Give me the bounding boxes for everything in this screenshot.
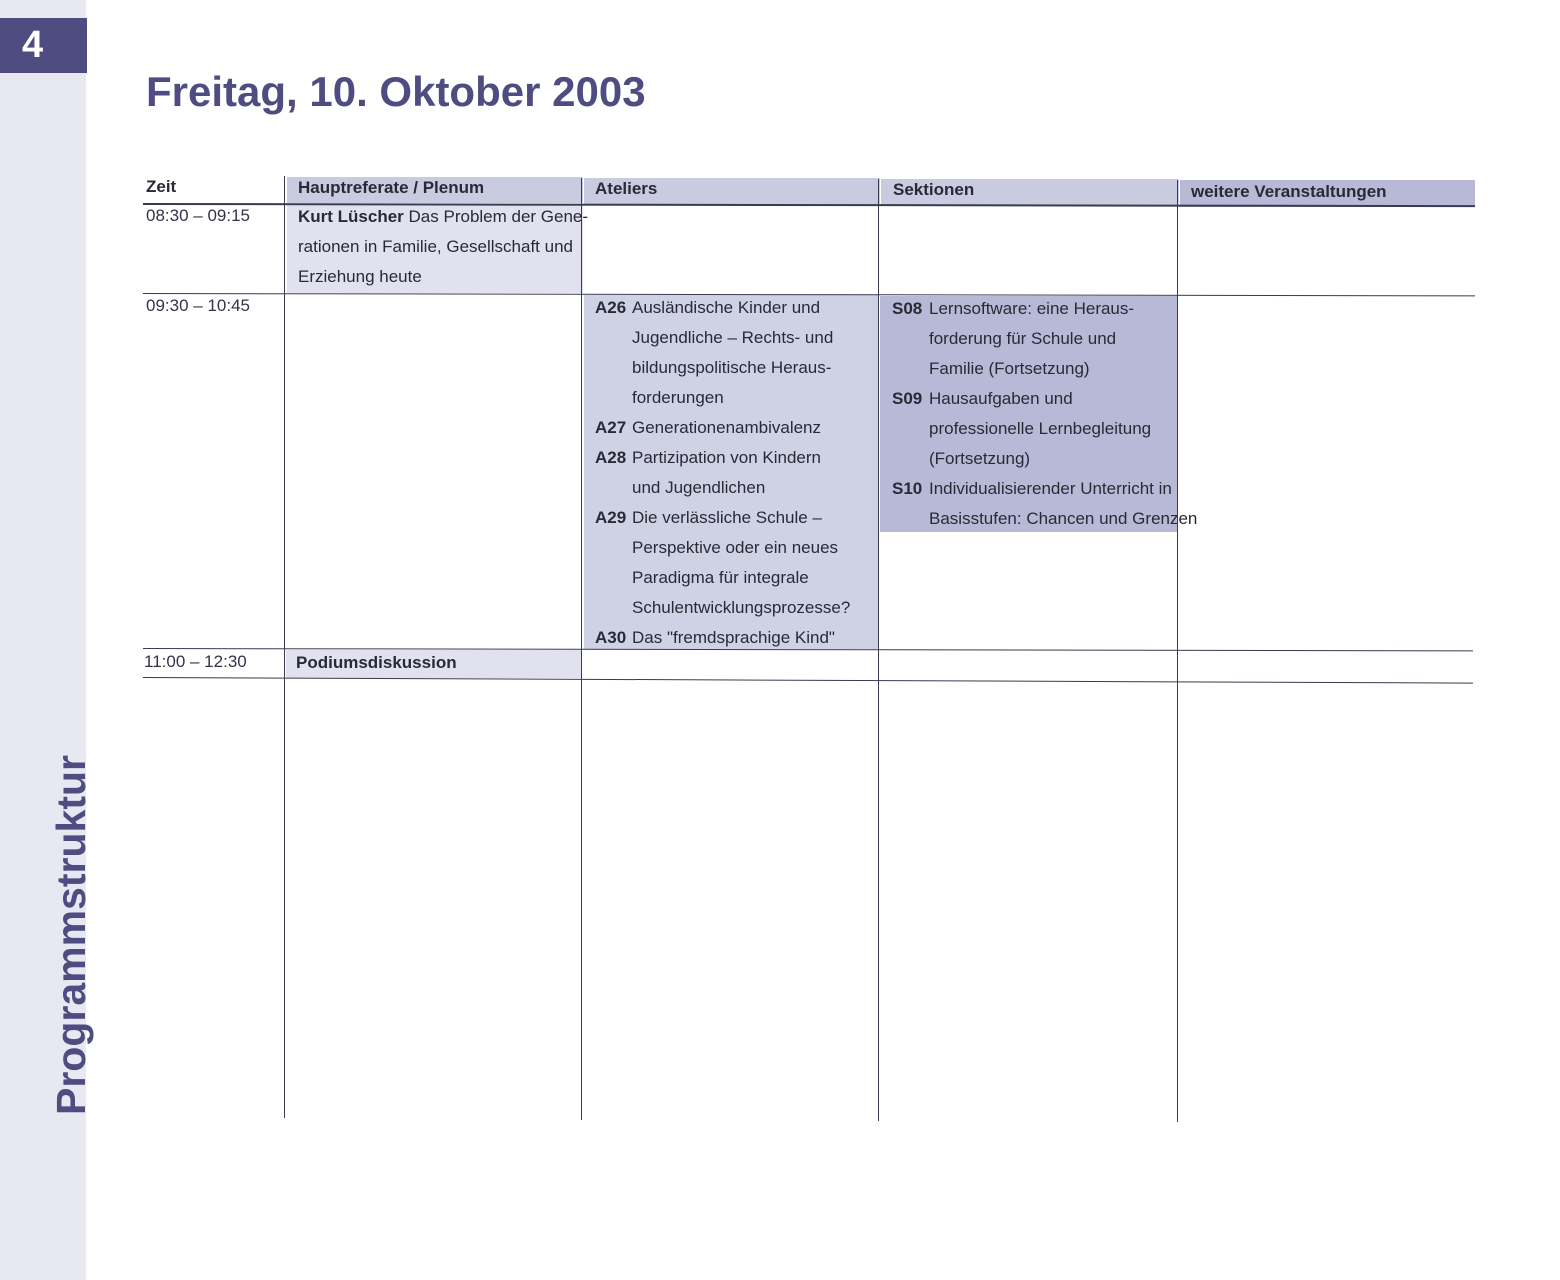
col-rule-1 — [284, 176, 285, 1118]
atelier-line: Generationenambivalenz — [632, 418, 822, 437]
sektion-item — [892, 384, 1197, 474]
ateliers-list — [595, 293, 850, 653]
atelier-item — [595, 413, 850, 443]
sektion-line: Hausaufgaben und — [929, 389, 1073, 408]
keynote-title-line: Erziehung heute — [298, 267, 422, 286]
atelier-line: Das "fremdsprachige Kind" — [632, 628, 835, 647]
sektion-line: Individualisierender Unterricht in — [929, 479, 1172, 498]
time-slot-3: 11:00 – 12:30 — [144, 652, 247, 671]
keynote-title-line: Das Problem der Gene- — [408, 207, 589, 226]
atelier-code: A29 — [595, 508, 627, 527]
col-rule-3 — [878, 179, 879, 1121]
sektion-line: forderung für Schule und — [929, 329, 1117, 348]
keynote-speaker: Kurt Lüscher — [298, 207, 404, 226]
atelier-code: A28 — [595, 448, 627, 467]
sektionen-list — [892, 294, 1197, 534]
atelier-item — [595, 503, 850, 623]
col-rule-2 — [581, 178, 582, 1120]
atelier-code: A30 — [595, 628, 627, 647]
col-header-zeit: Zeit — [146, 177, 177, 196]
podium-title: Podiumsdiskussion — [296, 653, 457, 672]
time-slot-2: 09:30 – 10:45 — [146, 296, 250, 315]
atelier-line: Perspektive oder ein neues — [632, 538, 839, 557]
atelier-line: forderungen — [632, 388, 724, 407]
keynote-title-line: rationen in Familie, Gesellschaft und — [298, 237, 573, 256]
atelier-item — [595, 293, 850, 413]
sektion-line: (Fortsetzung) — [929, 449, 1031, 468]
sektion-item — [892, 294, 1197, 384]
atelier-code: A27 — [595, 418, 627, 437]
sektion-line: Basisstufen: Chancen und Grenzen — [929, 509, 1198, 528]
page-number: 4 — [0, 18, 87, 73]
col-header-ateliers: Ateliers — [595, 179, 658, 198]
col-header-plenum: Hauptreferate / Plenum — [298, 178, 485, 197]
sektion-line: Familie (Fortsetzung) — [929, 359, 1090, 378]
col-header-sektionen: Sektionen — [893, 180, 975, 199]
atelier-line: Ausländische Kinder und — [632, 298, 821, 317]
sektion-item — [892, 474, 1197, 534]
page-title: Freitag, 10. Oktober 2003 — [146, 68, 646, 115]
atelier-item — [595, 623, 850, 653]
sektion-code: S08 — [892, 299, 923, 318]
sektion-code: S09 — [892, 389, 923, 408]
keynote-cell — [298, 202, 588, 292]
atelier-line: bildungspolitische Heraus- — [632, 358, 832, 377]
atelier-code: A26 — [595, 298, 627, 317]
sektion-line: professionelle Lernbegleitung — [929, 419, 1152, 438]
atelier-line: Partizipation von Kindern — [632, 448, 822, 467]
atelier-line: Paradigma für integrale — [632, 568, 809, 587]
col-header-weitere: weitere Veranstaltungen — [1191, 182, 1387, 201]
section-label: Programmstruktur — [48, 755, 94, 1115]
time-slot-1: 08:30 – 09:15 — [146, 206, 250, 225]
sektion-line: Lernsoftware: eine Heraus- — [929, 299, 1135, 318]
atelier-line: und Jugendlichen — [632, 478, 766, 497]
atelier-line: Schulentwicklungsprozesse? — [632, 598, 851, 617]
atelier-item — [595, 443, 850, 503]
sektion-code: S10 — [892, 479, 923, 498]
atelier-line: Die verlässliche Schule – — [632, 508, 822, 527]
atelier-line: Jugendliche – Rechts- und — [632, 328, 834, 347]
